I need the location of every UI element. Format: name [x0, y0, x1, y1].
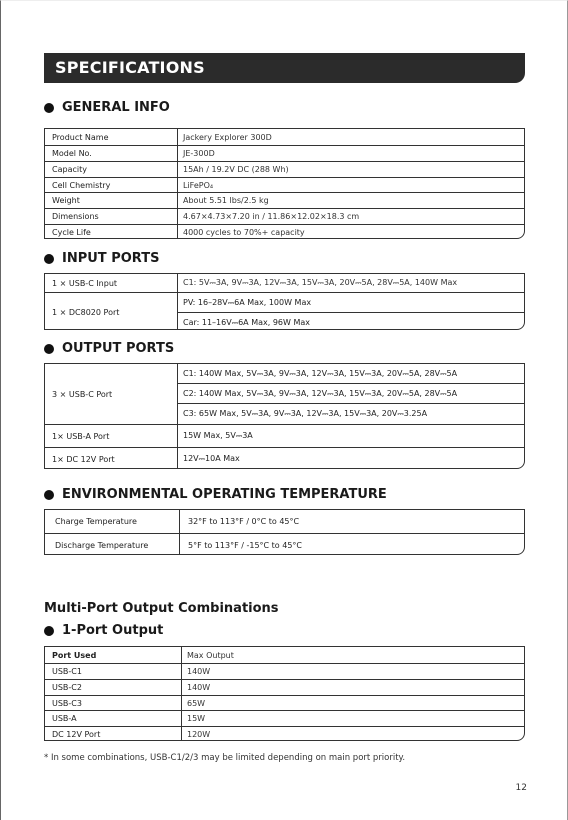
table-row — [45, 364, 524, 424]
table-row — [45, 274, 524, 292]
table-row — [45, 695, 524, 710]
bullet-icon — [44, 626, 54, 636]
row-value: Jackery Explorer 300D — [177, 129, 524, 145]
bullet-icon — [44, 103, 54, 113]
row-value: 140W — [181, 664, 524, 679]
table-row — [45, 679, 524, 695]
row-label: 1 × USB-C Input — [52, 278, 118, 288]
table-row — [45, 192, 524, 208]
row-value: 12V⎓10A Max — [177, 448, 524, 469]
row-value: 140W — [181, 680, 524, 695]
table-row — [45, 177, 524, 192]
table-row — [45, 145, 524, 161]
row-value: 15Ah / 19.2V DC (288 Wh) — [177, 162, 524, 177]
sub-row — [178, 293, 524, 312]
row-label: 3 × USB-C Port — [52, 389, 113, 399]
footnote: * In some combinations, USB-C1/2/3 may be limited depending on main port priority. — [44, 753, 406, 763]
row-label: USB-A — [52, 714, 77, 723]
row-value: 120W — [181, 727, 524, 741]
table-row — [45, 208, 524, 224]
row-label: Capacity — [52, 165, 87, 174]
table-row — [45, 447, 524, 469]
row-value: 15W Max, 5V⎓3A — [177, 425, 524, 447]
row-value: LiFePO₄ — [177, 178, 524, 192]
table-row — [45, 533, 524, 555]
row-label: Product Name — [52, 132, 109, 142]
environment-table — [44, 509, 525, 555]
row-label: Discharge Temperature — [55, 540, 149, 550]
row-label: 1× USB-A Port — [52, 431, 110, 441]
row-label: 1 × DC8020 Port — [52, 307, 120, 317]
table-row — [45, 710, 524, 726]
multi-port-heading: Multi-Port Output Combinations — [44, 601, 279, 616]
section-heading: OUTPUT PORTS — [62, 341, 175, 356]
section-heading: ENVIRONMENTAL OPERATING TEMPERATURE — [62, 487, 387, 502]
row-label: 1× DC 12V Port — [52, 454, 115, 464]
row-label: Weight — [52, 196, 80, 205]
table-header-row — [45, 647, 524, 663]
section-output-ports — [44, 341, 174, 356]
section-heading: GENERAL INFO — [62, 100, 170, 115]
page-title: SPECIFICATIONS — [55, 58, 205, 77]
row-label: Cell Chemistry — [52, 180, 111, 190]
table-row — [45, 224, 524, 239]
row-label: Charge Temperature — [55, 517, 137, 526]
table-row — [45, 510, 524, 533]
row-label: Cycle Life — [52, 228, 91, 237]
row-label: DC 12V Port — [52, 730, 101, 739]
row-label: USB-C1 — [52, 667, 82, 676]
row-value: 65W — [181, 696, 524, 710]
section-input-ports — [44, 251, 159, 266]
section-one-port-output — [44, 623, 163, 638]
section-general-info — [44, 100, 170, 115]
bullet-icon — [44, 490, 54, 500]
column-header: Max Output — [181, 647, 524, 663]
row-label: USB-C2 — [52, 683, 82, 692]
section-environmental — [44, 487, 387, 502]
table-row — [45, 161, 524, 177]
row-value: C2: 140W Max, 5V⎓3A, 9V⎓3A, 12V⎓3A, 15V⎓3A, 20V⎓5A, 28V⎓5A — [183, 388, 458, 398]
table-row — [45, 292, 524, 330]
sub-row — [178, 403, 524, 424]
row-label: USB-C3 — [52, 698, 82, 708]
row-label: Model No. — [52, 149, 92, 158]
row-value: PV: 16–28V⎓6A Max, 100W Max — [183, 297, 312, 307]
section-heading: INPUT PORTS — [62, 251, 160, 266]
row-label: Dimensions — [52, 212, 99, 221]
row-value: 32°F to 113°F / 0°C to 45°C — [179, 510, 524, 533]
section-heading: 1-Port Output — [62, 623, 164, 638]
row-value: 4.67×4.73×7.20 in / 11.86×12.02×18.3 cm — [177, 209, 524, 224]
row-value: JE-300D — [177, 146, 524, 161]
row-value: 4000 cycles to 70%+ capacity — [177, 225, 524, 239]
table-row — [45, 129, 524, 145]
row-value: C3: 65W Max, 5V⎓3A, 9V⎓3A, 12V⎓3A, 15V⎓3A, 20V⎓3.25A — [183, 409, 428, 418]
row-value: About 5.51 lbs/2.5 kg — [177, 193, 524, 208]
title-banner — [44, 53, 525, 83]
page-number: 12 — [515, 783, 527, 793]
row-value: C1: 140W Max, 5V⎓3A, 9V⎓3A, 12V⎓3A, 15V⎓3A, 20V⎓5A, 28V⎓5A — [183, 368, 458, 378]
row-value: C1: 5V⎓3A, 9V⎓3A, 12V⎓3A, 15V⎓3A, 20V⎓5A, 28V⎓5A, 140W Max — [177, 274, 524, 292]
bullet-icon — [44, 254, 54, 264]
table-row — [45, 663, 524, 679]
table-row — [45, 726, 524, 741]
column-header: Port Used — [52, 650, 97, 660]
sub-row — [178, 383, 524, 403]
input-ports-table — [44, 273, 525, 330]
one-port-output-table — [44, 646, 525, 741]
table-row — [45, 424, 524, 447]
general-info-table — [44, 128, 525, 239]
output-ports-table — [44, 363, 525, 469]
sub-row — [178, 364, 524, 383]
row-value: Car: 11–16V⎓6A Max, 96W Max — [183, 317, 310, 327]
row-value: 15W — [181, 711, 524, 726]
sub-row — [178, 312, 524, 330]
row-value: 5°F to 113°F / -15°C to 45°C — [179, 534, 524, 555]
bullet-icon — [44, 344, 54, 354]
